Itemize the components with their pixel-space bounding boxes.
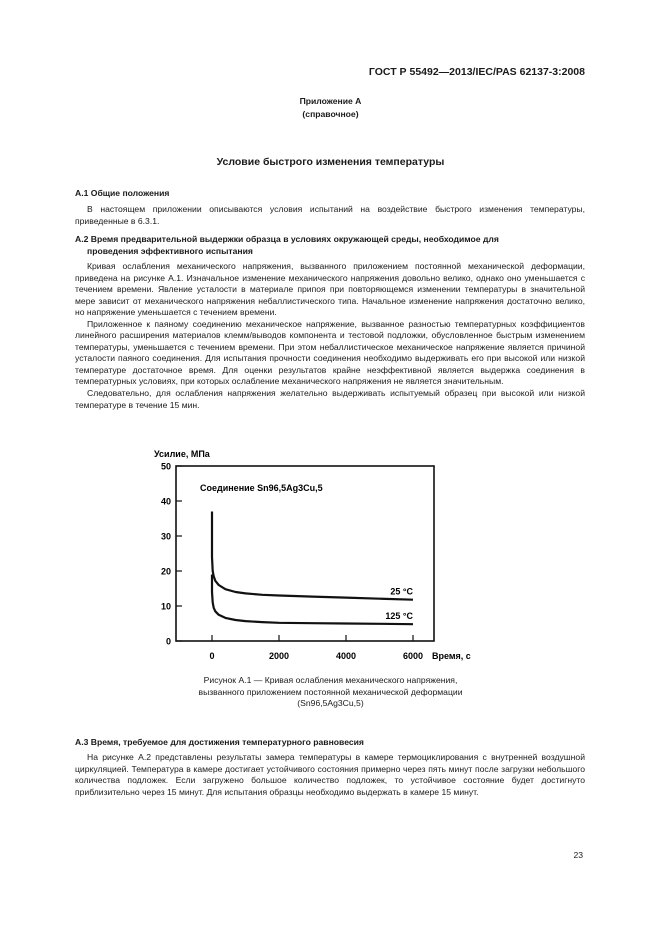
x-axis-label: Время, с bbox=[432, 651, 471, 661]
y-tick-label: 10 bbox=[160, 601, 171, 612]
paragraph: Кривая ослабления механического напряжения, вызванного приложением постоянной механической деформации, приведена на рисунке А.1. Изначальное изменение механического напряжения довольно велико, однако оно уменьшается с течением времени. Явление усталости в материале припоя при повторяющемся изменении температуры в значительной мере зависит от механического напряжения небаллистического типа. Начальное изменение напряжения достаточно велико, но напряжение уменьшается с течением времени. bbox=[75, 261, 585, 318]
chart-annotation: Соединение Sn96,5Ag3Cu,5 bbox=[200, 483, 323, 493]
series-label: 125 °С bbox=[385, 611, 413, 622]
page-title: Условие быстрого изменения температуры bbox=[216, 156, 445, 168]
y-axis-label: Усилие, МПа bbox=[154, 449, 210, 459]
paragraph: Следовательно, для ослабления напряжения желательно выдерживать испытуемый образец при высокой или низкой температуре в течение 15 мин. bbox=[75, 388, 585, 410]
x-tick-label: 2000 bbox=[268, 651, 290, 661]
caption-line: (Sn96,5Ag3Cu,5) bbox=[297, 698, 364, 709]
section-a3-text bbox=[75, 752, 585, 798]
y-tick-label: 40 bbox=[160, 496, 171, 507]
caption-line: вызванного приложением постоянной механической деформации bbox=[198, 686, 463, 697]
x-tick-label: 0 bbox=[209, 651, 215, 661]
section-a2-text bbox=[75, 261, 585, 411]
y-tick-label: 50 bbox=[160, 461, 171, 472]
series-line bbox=[212, 512, 413, 600]
section-a3-heading: А.3 Время, требуемое для достижения температурного равновесия bbox=[75, 737, 364, 747]
caption-line: Рисунок А.1 — Кривая ослабления механического напряжения, bbox=[203, 675, 458, 685]
heading-line: А.2 Время предварительной выдержки образца в условиях окружающей среды, необходимое для bbox=[75, 234, 499, 244]
series-group bbox=[212, 512, 413, 625]
document-header: ГОСТ Р 55492—2013/IEC/PAS 62137-3:2008 bbox=[368, 66, 585, 78]
page-number: 23 bbox=[573, 850, 583, 860]
y-tick-label: 0 bbox=[165, 636, 171, 647]
figure-caption bbox=[0, 675, 661, 710]
section-a1-text bbox=[75, 204, 585, 227]
paragraph: На рисунке А.2 представлены результаты замера температуры в камере термоциклирования с внутренней воздушной циркуляцией. Температура в камере достигает устойчивого состояния примерно через пять минут после загрузки небольшого количества подложек. Если загружено большое количество подложек, то устойчивое состояние будет достигнуто приблизительно через 15 минут. Для испытания образцы необходимо выдержать в камере 15 минут. bbox=[75, 752, 585, 797]
appendix-label bbox=[0, 95, 661, 121]
y-tick-label: 30 bbox=[160, 531, 171, 542]
section-a1-heading: А.1 Общие положения bbox=[75, 188, 170, 198]
heading-line: проведения эффективного испытания bbox=[87, 245, 253, 256]
appendix-subtitle: (справочное) bbox=[302, 109, 359, 119]
paragraph: В настоящем приложении описываются условия испытаний на воздействие быстрого изменения температуры, приведенные в 6.3.1. bbox=[75, 204, 585, 226]
y-tick-label: 20 bbox=[160, 566, 171, 577]
x-tick-label: 4000 bbox=[335, 651, 357, 661]
x-tick-label: 6000 bbox=[402, 651, 424, 661]
section-a2-heading bbox=[75, 234, 585, 257]
series-label: 25 °С bbox=[390, 586, 413, 597]
appendix-title: Приложение А bbox=[299, 96, 362, 106]
stress-relaxation-chart bbox=[130, 445, 510, 670]
x-ticks bbox=[209, 635, 423, 661]
y-ticks bbox=[161, 462, 182, 647]
paragraph: Приложенное к паяному соединению механическое напряжение, вызванное разностью температурных коэффициентов линейного расширения материалов клемм/выводов компонента и тестовой подложки, обусловленное быстрым изменением температуры, уменьшается с течением времени. При этом небаллистическое механическое напряжение является причиной усталости паяного соединения. Для испытания прочности соединения необходимо выдерживать его при высокой или низкой температуре достаточное время. Для оценки результатов крайне неэффективной является выдержка соединения в температурных условиях, при которых ослабление механического напряжения не является значительным. bbox=[75, 318, 585, 387]
